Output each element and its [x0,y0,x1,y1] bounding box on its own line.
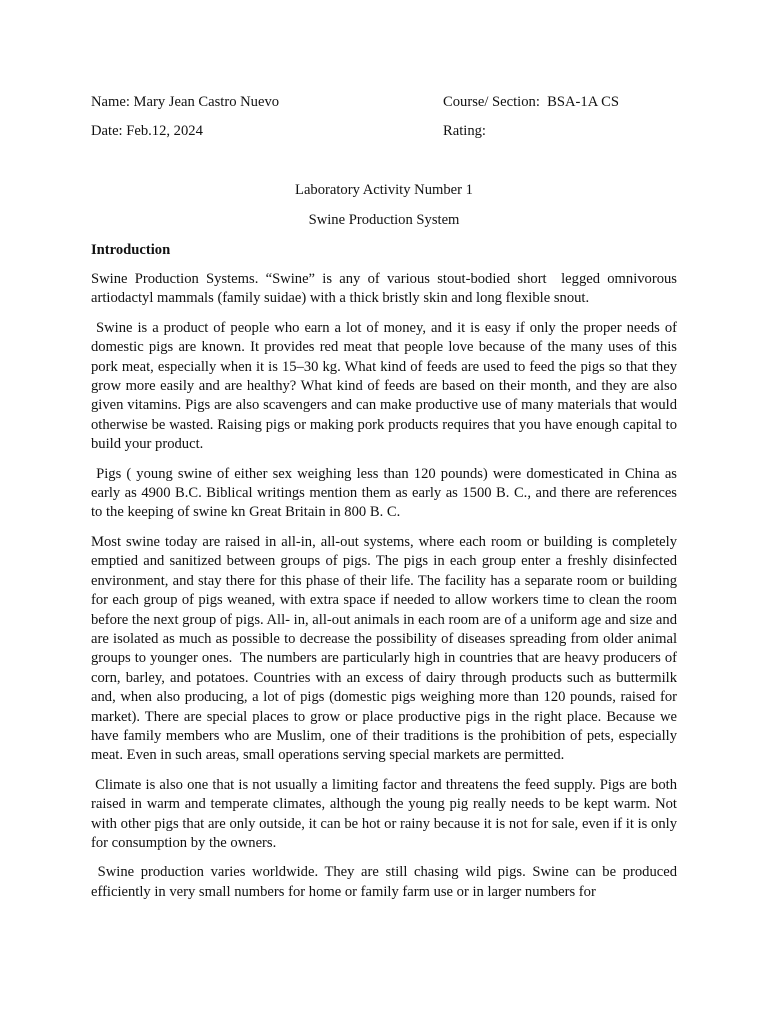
activity-title: Laboratory Activity Number 1 [295,182,473,198]
document-page [91,0,681,1024]
paragraph: Pigs ( young swine of either sex weighing less than 120 pounds) were domesticated in China as early as 4900 B.C. Biblical writings mention them as early as 1500 B. C., and there are references to the keeping of swine kn Great Britain in 800 B. C. [91,465,681,521]
paragraph: Climate is also one that is not usually a limiting factor and threatens the feed supply. Pigs are both raised in warm and temperate climates, although the young pig really needs to be kept warm. Not with other pigs that are only outside, it can be hot or rainy because it is not for sale, even if it is only for consumption by the owners. [91,776,681,851]
student-name: Name: Mary Jean Castro Nuevo [91,94,280,110]
section-heading-introduction: Introduction [91,242,171,258]
rating: Rating: [443,123,486,139]
introduction-body [91,270,681,912]
header-row-1 [91,93,677,113]
paragraph: Swine Production Systems. “Swine” is any of various stout-bodied short legged omnivorous artiodactyl mammals (family suidae) with a thick bristly skin and long flexible snout. [91,271,681,307]
date: Date: Feb.12, 2024 [91,123,203,139]
course-section: Course/ Section: BSA-1A CS [443,94,619,110]
header-row-2 [91,122,677,142]
paragraph: Most swine today are raised in all-in, all-out systems, where each room or building is completely emptied and sanitized between groups of pigs. The pigs in each group enter a freshly disinfected environment, and stay there for this phase of their life. The facility has a separate room or building for each group of pigs weaned, with extra space if needed to allow workers time to clean the room before the next group of pigs. All- in, all-out animals in each room are of a uniform age and size and are isolated as much as possible to decrease the possibility of diseases spreading from older animal groups to younger ones. The numbers are particularly high in countries that are heavy producers of corn, barley, and potatoes. Countries with an excess of dairy through products such as buttermilk and, when also producing, a lot of pigs (domestic pigs weighing more than 120 pounds, raised for market). There are special places to grow or place productive pigs in the right place. Because we have family members who are Muslim, one of their traditions is the prohibition of pets, especially meat. Even in such areas, small operations serving special markets are permitted. [91,533,681,764]
paragraph: Swine is a product of people who earn a lot of money, and it is easy if only the proper needs of domestic pigs are known. It provides red meat that people love because of the many uses of this pork meat, especially when it is 15–30 kg. What kind of feeds are used to feed the pigs so that they grow more easily and are healthy? What kind of feeds are based on their month, and they are also given vitamins. Pigs are also scavengers and can make productive use of many materials that would otherwise be wasted. Raising pigs or making pork products requires that you have enough capital to build your product. [91,319,681,453]
paragraph: Swine production varies worldwide. They are still chasing wild pigs. Swine can be produced efficiently in very small numbers for home or family farm use or in larger numbers for [91,864,681,900]
topic-title: Swine Production System [308,212,460,228]
